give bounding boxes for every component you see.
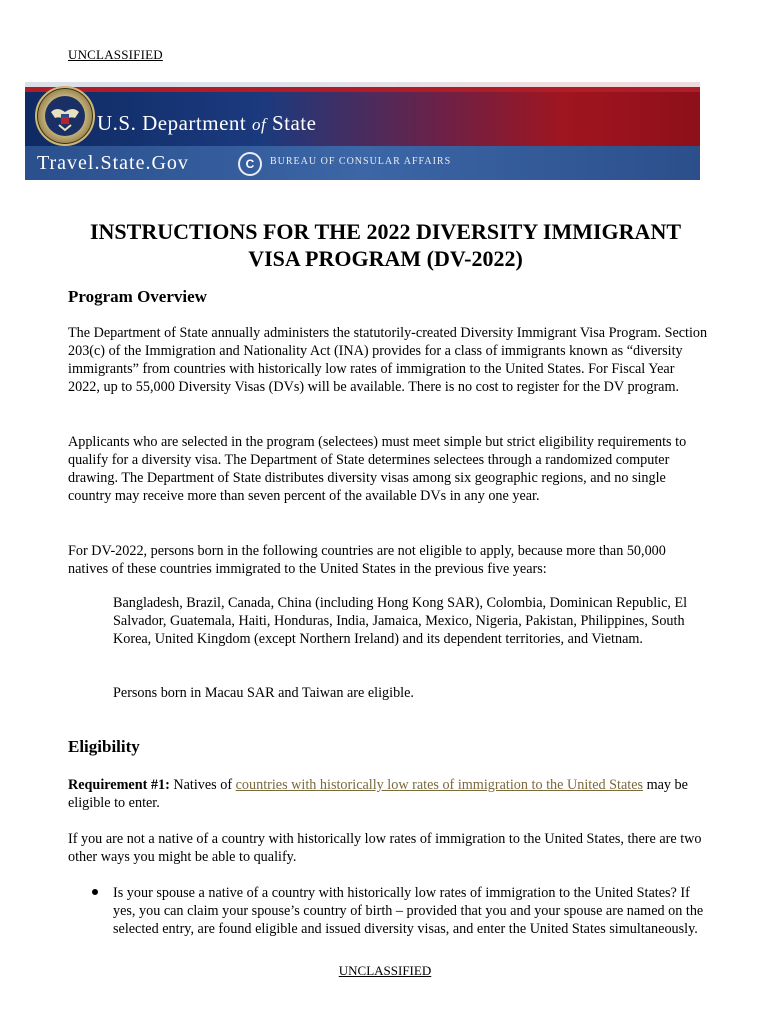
eagle-icon [37, 88, 93, 144]
requirement-1-text-post: may be eligible to enter. [68, 777, 688, 811]
spouse-bullet-item: Is your spouse a native of a country with historically low rates of immigration to the United States? If yes, you can claim your spouse’s country of birth – provided that you and your spouse are named on the selected entry, are found eligible and issued diversity visas, and enter the United States simultaneously. [113, 885, 704, 937]
banner-lower-strip [25, 146, 700, 180]
low-immigration-countries-link[interactable]: countries with historically low rates of immigration to the United States [235, 777, 644, 793]
eligibility-heading: Eligibility [68, 737, 140, 756]
document-title: INSTRUCTIONS FOR THE 2022 DIVERSITY IMMIGRANT VISA PROGRAM (DV-2022) [89, 219, 682, 271]
bullet-icon [92, 889, 98, 895]
travel-state-gov-banner [25, 82, 700, 180]
eligible-note: Persons born in Macau SAR and Taiwan are eligible. [113, 685, 414, 701]
department-of-state-seal-icon [35, 86, 95, 146]
department-wordmark [97, 111, 316, 136]
banner-stripe [25, 87, 700, 92]
overview-paragraph-3: For DV-2022, persons born in the following countries are not eligible to apply, because more than 50,000 natives of these countries immigrated to the United States in the previous five years: [68, 543, 666, 577]
classification-marking-bottom: UNCLASSIFIED [338, 963, 432, 978]
requirement-1-paragraph [68, 776, 708, 812]
ineligible-countries-list: Bangladesh, Brazil, Canada, China (including Hong Kong SAR), Colombia, Dominican Republic, El Salvador, Guatemala, Haiti, Honduras, India, Jamaica, Mexico, Nigeria, Pakistan, Philippines, South Korea, United Kingdom (except Northern Ireland) and its dependent territories, and Vietnam. [113, 595, 688, 647]
travel-state-gov-wordmark: Travel.State.Gov [37, 152, 189, 174]
consular-c-icon: C [238, 152, 262, 176]
requirement-1-label: Requirement #1: [68, 777, 170, 793]
overview-paragraph-2: Applicants who are selected in the program (selectees) must meet simple but strict eligibility requirements to qualify for a diversity visa. The Department of State determines selectees through a randomized computer drawing. The Department of State distributes diversity visas among six geographic regions, and no single country may receive more than seven percent of the available DVs in any one year. [68, 434, 687, 504]
classification-marking-top: UNCLASSIFIED [68, 47, 163, 62]
department-wordmark-pre: U.S. Department [97, 111, 252, 135]
program-overview-heading: Program Overview [68, 287, 207, 306]
overview-paragraph-1: The Department of State annually administers the statutorily-created Diversity Immigrant Visa Program. Section 203(c) of the Immigration and Nationality Act (INA) provides for a class of immigrants known as “diversity immigrants” from countries with historically low rates of immigration to the United States. For Fiscal Year 2022, up to 55,000 Diversity Visas (DVs) will be available. There is no cost to register for the DV program. [68, 325, 708, 395]
department-wordmark-post: State [266, 111, 317, 135]
bureau-of-consular-affairs-label: BUREAU OF CONSULAR AFFAIRS [270, 156, 452, 167]
requirement-1-text-pre: Natives of [169, 777, 236, 793]
department-wordmark-of: of [251, 115, 267, 134]
other-ways-paragraph: If you are not a native of a country with historically low rates of immigration to the United States, there are two other ways you might be able to qualify. [68, 831, 702, 865]
